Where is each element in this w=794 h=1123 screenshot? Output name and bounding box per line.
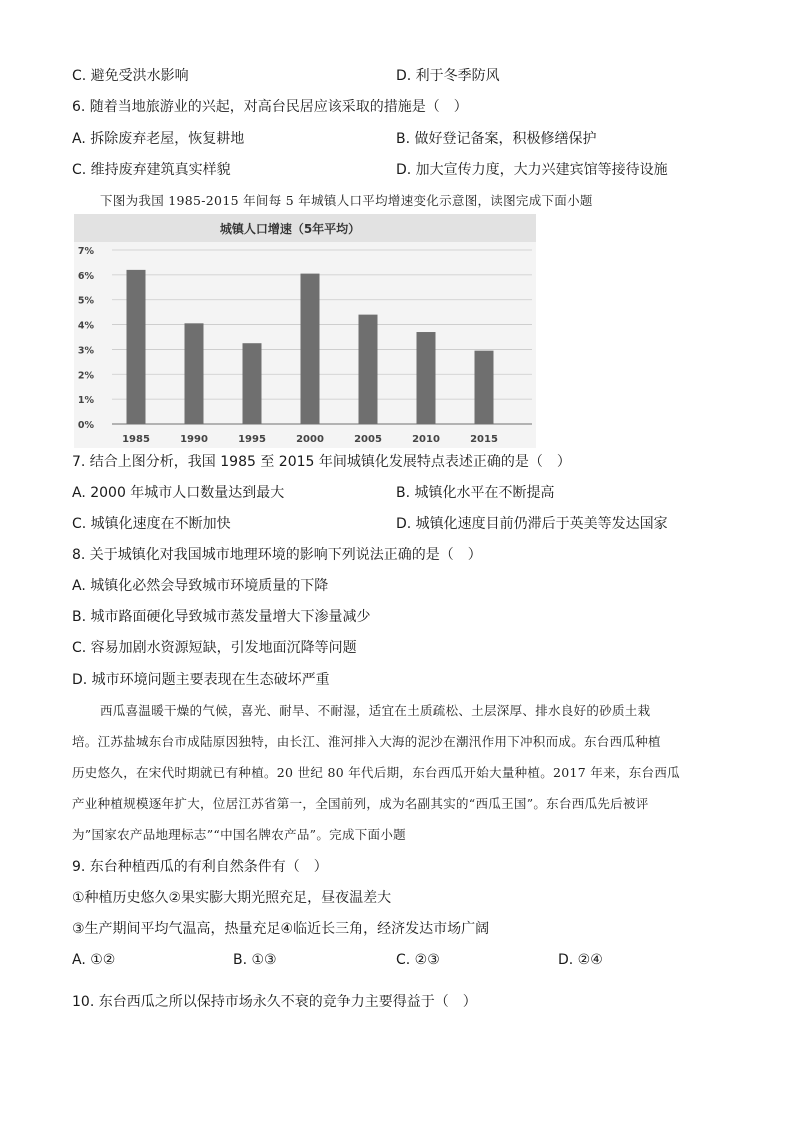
q9-option-b: B. ①③ [233, 952, 277, 968]
q7-option-c: C. 城镇化速度在不断加快 [72, 516, 231, 532]
q8-option-c: C. 容易加剧水资源短缺，引发地面沉降等问题 [72, 640, 357, 656]
bar-2010 [417, 332, 436, 424]
q8-option-d: D. 城市环境问题主要表现在生态破坏严重 [72, 672, 330, 688]
y-tick-label: 6% [77, 270, 94, 282]
passage-line: 产业种植规模逐年扩大，位居江苏省第一，全国前列，成为名副其实的“西瓜王国”。东台西瓜先后被评 [72, 796, 649, 811]
x-tick-label: 2000 [296, 434, 324, 445]
q6-option-c: C. 维持废弃建筑真实样貌 [72, 162, 231, 178]
q8-option-a: A. 城镇化必然会导致城市环境质量的下降 [72, 578, 329, 594]
x-tick-label: 2005 [354, 434, 382, 445]
y-tick-label: 2% [77, 370, 94, 382]
option-d: D. 利于冬季防风 [396, 68, 500, 84]
y-tick-label: 5% [77, 295, 94, 307]
q9-statement-2: ③生产期间平均气温高，热量充足④临近长三角，经济发达市场广阔 [72, 921, 490, 937]
q7-option-a: A. 2000 年城市人口数量达到最大 [72, 485, 285, 501]
bar-2005 [359, 315, 378, 424]
question-8-stem: 8. 关于城镇化对我国城市地理环境的影响下列说法正确的是（ ） [72, 547, 482, 563]
q9-option-c: C. ②③ [396, 952, 440, 968]
y-tick-label: 4% [77, 320, 94, 332]
passage-line: 西瓜喜温暖干燥的气候，喜光、耐旱、不耐湿，适宜在土质疏松、土层深厚、排水良好的砂质土栽 [100, 703, 651, 718]
bar-1995 [243, 343, 262, 424]
q8-option-b: B. 城市路面硬化导致城市蒸发量增大下渗量减少 [72, 609, 371, 625]
y-tick-label: 0% [77, 420, 94, 431]
passage-line: 历史悠久，在宋代时期就已有种植。20 世纪 80 年代后期，东台西瓜开始大量种植。2017 年来，东台西瓜 [72, 765, 680, 780]
y-tick-label: 7% [77, 246, 94, 257]
q9-option-d: D. ②④ [558, 952, 603, 968]
x-tick-label: 1985 [122, 434, 150, 445]
passage-line: 为”国家农产品地理标志”“中国名牌农产品”。完成下面小题 [72, 827, 406, 842]
chart-intro: 下图为我国 1985-2015 年间每 5 年城镇人口平均增速变化示意图，读图完成下面小题 [100, 193, 593, 208]
q6-option-b: B. 做好登记备案，积极修缮保护 [396, 131, 597, 147]
y-tick-label: 1% [77, 395, 94, 407]
x-tick-label: 1990 [180, 434, 208, 445]
q7-option-b: B. 城镇化水平在不断提高 [396, 485, 555, 501]
x-tick-label: 2015 [470, 434, 498, 445]
chart-title: 城镇人口增速（5年平均） [219, 222, 361, 236]
q9-option-a: A. ①② [72, 952, 116, 968]
bar-1985 [127, 270, 146, 424]
q6-option-a: A. 拆除废弃老屋，恢复耕地 [72, 131, 245, 147]
bar-chart [74, 214, 536, 448]
passage-line: 培。江苏盐城东台市成陆原因独特，由长江、淮河排入大海的泥沙在潮汛作用下冲积而成。东台西瓜种植 [72, 734, 661, 749]
question-6-stem: 6. 随着当地旅游业的兴起，对高台民居应该采取的措施是（ ） [72, 99, 468, 115]
x-tick-label: 1995 [238, 434, 266, 445]
bar-2015 [475, 351, 494, 424]
q9-statement-1: ①种植历史悠久②果实膨大期光照充足，昼夜温差大 [72, 890, 392, 906]
y-tick-label: 3% [77, 345, 94, 357]
bar-2000 [301, 274, 320, 424]
x-tick-label: 2010 [412, 434, 440, 445]
bar-1990 [185, 323, 204, 424]
question-7-stem: 7. 结合上图分析，我国 1985 至 2015 年间城镇化发展特点表述正确的是（ ） [72, 454, 571, 470]
q7-option-d: D. 城镇化速度目前仍滞后于英美等发达国家 [396, 516, 668, 532]
question-9-stem: 9. 东台种植西瓜的有利自然条件有（ ） [72, 859, 328, 875]
q6-option-d: D. 加大宣传力度，大力兴建宾馆等接待设施 [396, 162, 668, 178]
question-10-stem: 10. 东台西瓜之所以保持市场永久不衰的竞争力主要得益于（ ） [72, 994, 477, 1010]
option-c: C. 避免受洪水影响 [72, 68, 189, 84]
